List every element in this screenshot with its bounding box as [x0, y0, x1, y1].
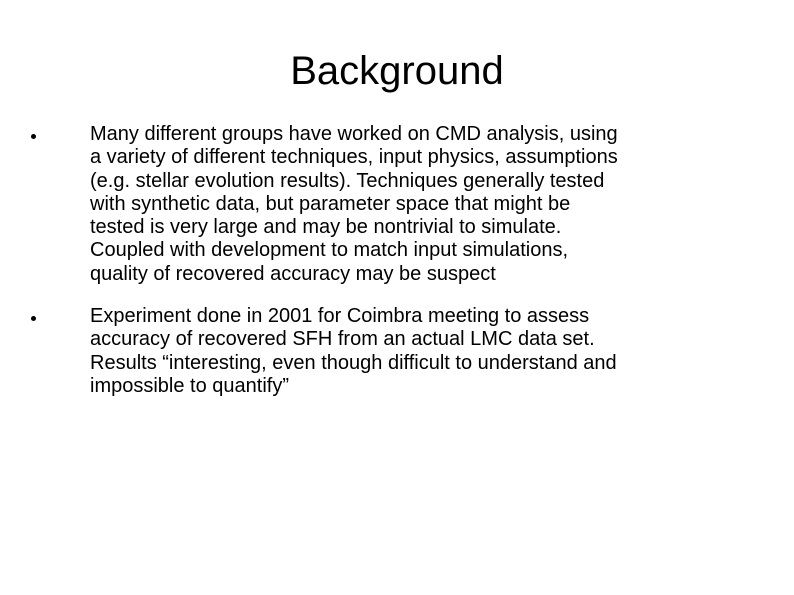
- bullet-dot-icon: [31, 316, 36, 321]
- bullet-text: [90, 305, 740, 398]
- slide-title: Background: [290, 49, 504, 93]
- bullet-list: [0, 123, 794, 417]
- text-line: Experiment done in 2001 for Coimbra meeting to assess: [90, 305, 590, 328]
- text-line: Coupled with development to match input simulations,: [90, 239, 569, 262]
- bullet-dot-icon: [31, 134, 36, 139]
- bullet-item-experiment-2001: [0, 305, 794, 398]
- text-line: accuracy of recovered SFH from an actual LMC data set.: [90, 328, 595, 351]
- bullet-text: [90, 123, 740, 286]
- text-line: tested is very large and may be nontrivial to simulate.: [90, 216, 562, 239]
- text-line: Many different groups have worked on CMD analysis, using: [90, 123, 618, 145]
- text-line: Results “interesting, even though difficult to understand and: [90, 351, 617, 374]
- text-line: quality of recovered accuracy may be suspect: [90, 262, 496, 285]
- bullet-item-cmd-analysis: [0, 123, 794, 286]
- text-line: with synthetic data, but parameter space that might be: [90, 192, 571, 215]
- text-line: a variety of different techniques, input physics, assumptions: [90, 146, 618, 169]
- text-line: (e.g. stellar evolution results). Techniques generally tested: [90, 169, 605, 192]
- text-line: impossible to quantify”: [90, 374, 289, 397]
